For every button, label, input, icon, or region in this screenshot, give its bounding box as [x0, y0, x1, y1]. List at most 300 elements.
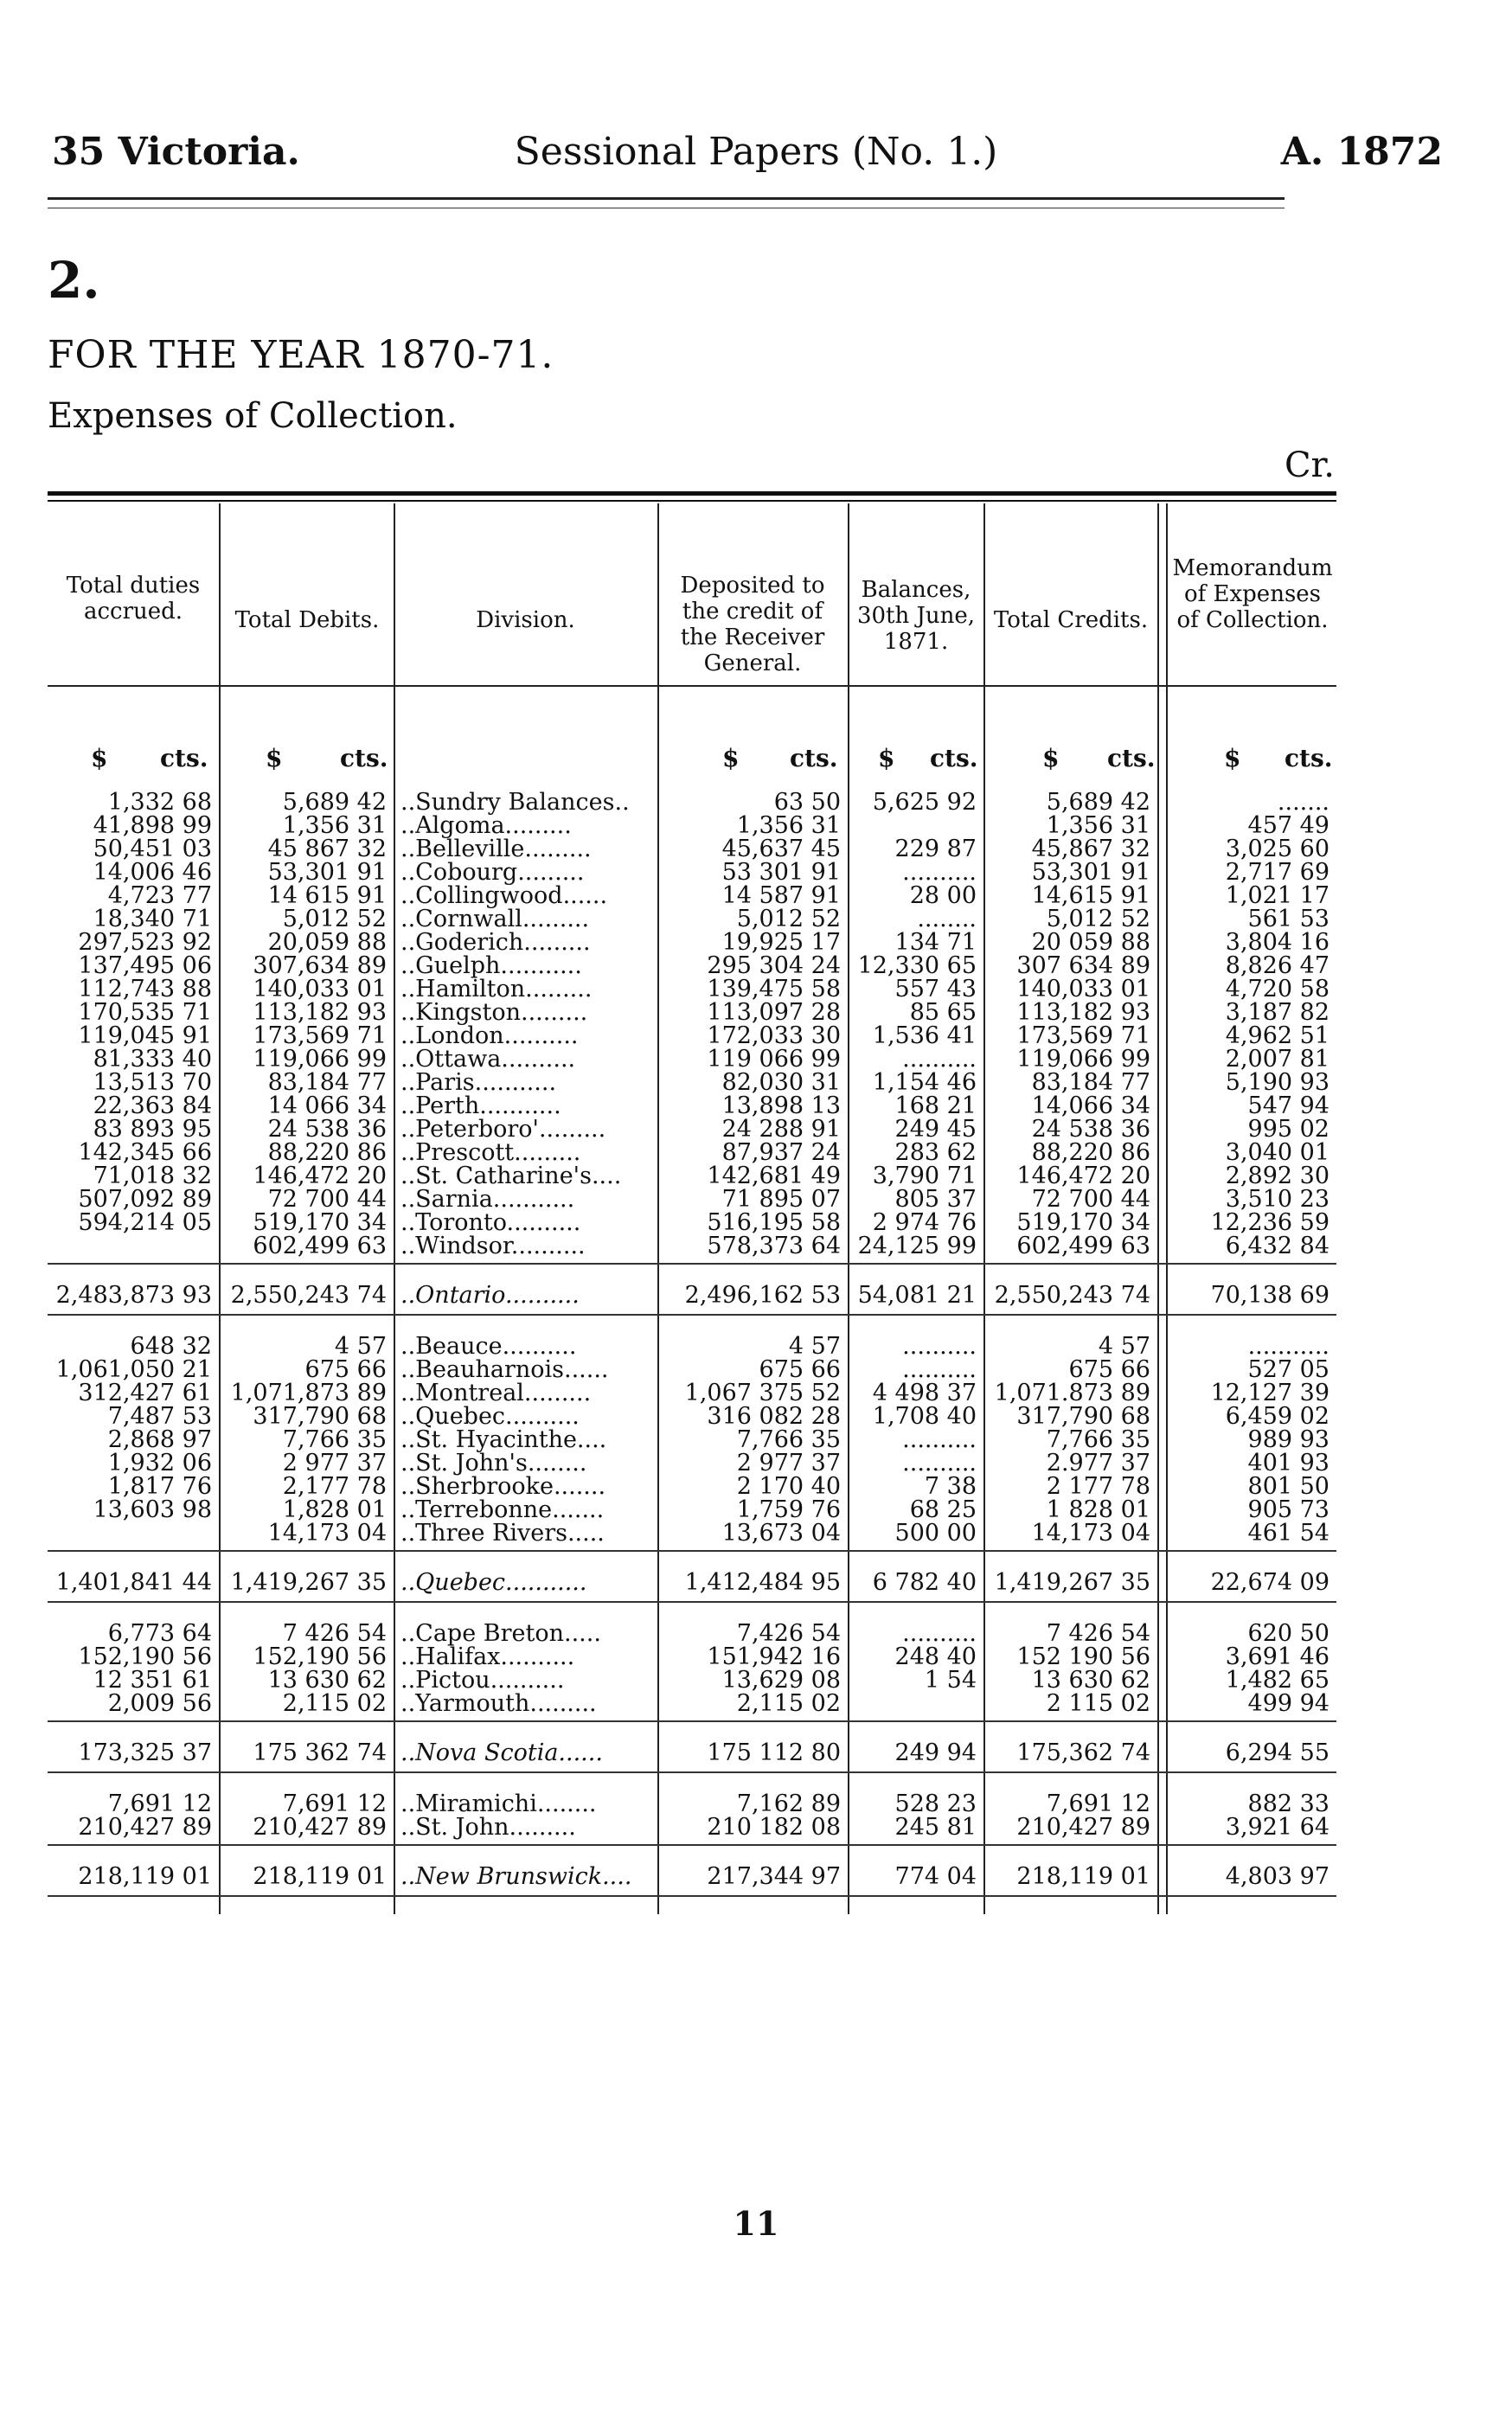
cell-deposited: 13,673 04 [721, 1520, 841, 1547]
cell-memo: 12,127 39 [1210, 1380, 1329, 1406]
group-end-rule [48, 1601, 1336, 1603]
cell-debits: 152,190 56 [253, 1643, 387, 1670]
cell-deposited: 53 301 91 [721, 859, 841, 886]
cell-credits: 83,184 77 [1031, 1069, 1150, 1096]
cell-balances: .......... [902, 1450, 977, 1477]
cell-memo: 1,482 65 [1225, 1667, 1329, 1694]
cell-balances: 245 81 [894, 1814, 977, 1841]
cell-division: ..Three Rivers..... [400, 1520, 605, 1547]
cell-deposited: 19,925 17 [721, 929, 841, 956]
cell-balances: 528 23 [894, 1790, 977, 1817]
header-right: A. 1872 [1280, 130, 1443, 174]
cell-memo: 882 33 [1247, 1790, 1329, 1817]
cell-credits: 119,066 99 [1016, 1046, 1150, 1073]
cell-division: ..Ottawa.......... [400, 1046, 576, 1073]
cell-debits: 175 362 74 [253, 1739, 387, 1766]
cell-memo: 547 94 [1247, 1092, 1329, 1119]
credit-label: Cr. [1284, 445, 1335, 485]
cell-debits: 14,173 04 [267, 1520, 387, 1547]
cell-division: ..London.......... [400, 1022, 579, 1049]
cell-deposited: 7,766 35 [736, 1426, 841, 1453]
cell-debits: 218,119 01 [253, 1863, 387, 1890]
cell-credits: 14,066 34 [1031, 1092, 1150, 1119]
cell-credits: 45,867 32 [1031, 836, 1150, 862]
cell-balances: .......... [902, 1426, 977, 1453]
cell-debits: 210,427 89 [253, 1814, 387, 1841]
cell-balances: 6 782 40 [872, 1569, 977, 1596]
cell-debits: 2,177 78 [282, 1473, 387, 1500]
cell-division: ..Windsor.......... [400, 1233, 586, 1259]
cell-memo: 401 93 [1247, 1450, 1329, 1477]
cell-division: ..Goderich......... [400, 929, 591, 956]
cell-balances: 557 43 [894, 976, 977, 1003]
cell-balances: 3,790 71 [872, 1163, 977, 1189]
cell-balances: 68 25 [909, 1496, 977, 1523]
cell-duties: 1,401,841 44 [55, 1569, 212, 1596]
cell-deposited: 14 587 91 [721, 882, 841, 909]
cell-duties: 648 32 [130, 1333, 212, 1360]
cell-credits: 7,766 35 [1046, 1426, 1150, 1453]
cell-credits: 175,362 74 [1016, 1739, 1150, 1766]
cell-debits: 2 977 37 [282, 1450, 387, 1477]
cell-balances: 1,708 40 [872, 1403, 977, 1430]
table-top-rule [48, 491, 1336, 496]
cell-duties: 2,009 56 [107, 1690, 212, 1717]
cell-memo: ........... [1247, 1333, 1329, 1360]
cell-debits: 4 57 [334, 1333, 387, 1360]
cell-memo: 2,892 30 [1225, 1163, 1329, 1189]
cell-division: ..Cornwall......... [400, 906, 590, 932]
cell-deposited: 2,496,162 53 [684, 1282, 841, 1309]
col-header-debits: Total Debits. [234, 607, 380, 633]
cell-deposited: 578,373 64 [707, 1233, 841, 1259]
unit-dollar: $ [1042, 744, 1060, 772]
cell-balances: 1,154 46 [872, 1069, 977, 1096]
cell-memo: 3,187 82 [1225, 999, 1329, 1026]
cell-balances: 1,536 41 [872, 1022, 977, 1049]
cell-duties: 170,535 71 [78, 999, 212, 1026]
cell-duties: 210,427 89 [78, 1814, 212, 1841]
cell-balances: 4 498 37 [872, 1380, 977, 1406]
cell-division: ..Sarnia........... [400, 1186, 575, 1213]
unit-dollar: $ [722, 744, 740, 772]
cell-credits: 113,182 93 [1016, 999, 1150, 1026]
cell-deposited: 1,356 31 [736, 812, 841, 839]
cell-duties: 119,045 91 [78, 1022, 212, 1049]
unit-dollar: $ [1224, 744, 1241, 772]
header-rule [48, 197, 1285, 200]
cell-debits: 20,059 88 [267, 929, 387, 956]
cell-division: ..Beauce.......... [400, 1333, 577, 1360]
unit-dollar: $ [266, 744, 283, 772]
page-number: 11 [733, 2204, 779, 2243]
cell-credits: 2,550,243 74 [994, 1282, 1150, 1309]
cell-deposited: 2,115 02 [736, 1690, 841, 1717]
cell-debits: 13 630 62 [267, 1667, 387, 1694]
cell-deposited: 139,475 58 [707, 976, 841, 1003]
cell-deposited: 516,195 58 [707, 1209, 841, 1236]
cell-division: ..St. Catharine's.... [400, 1163, 622, 1189]
cell-duties: 507,092 89 [78, 1186, 212, 1213]
cell-division: ..Halifax.......... [400, 1643, 575, 1670]
unit-cents: cts. [1285, 744, 1333, 772]
cell-deposited: 82,030 31 [721, 1069, 841, 1096]
cell-deposited: 1,067 375 52 [684, 1380, 841, 1406]
cell-deposited: 316 082 28 [707, 1403, 841, 1430]
cell-memo: 8,826 47 [1225, 952, 1329, 979]
cell-credits: 2.977 37 [1046, 1450, 1150, 1477]
table-row [48, 1233, 1336, 1260]
cell-balances: 168 21 [894, 1092, 977, 1119]
cell-balances: 229 87 [894, 836, 977, 862]
cell-debits: 5,012 52 [282, 906, 387, 932]
cell-division: ..Quebec.......... [400, 1403, 580, 1430]
cell-debits: 602,499 63 [253, 1233, 387, 1259]
cell-debits: 45 867 32 [267, 836, 387, 862]
cell-credits: 14,173 04 [1031, 1520, 1150, 1547]
cell-credits: 317,790 68 [1016, 1403, 1150, 1430]
cell-deposited: 1,412,484 95 [684, 1569, 841, 1596]
table-row [48, 1520, 1336, 1547]
cell-duties: 218,119 01 [78, 1863, 212, 1890]
unit-cents: cts. [340, 744, 388, 772]
cell-balances: 249 94 [894, 1739, 977, 1766]
cell-duties: 14,006 46 [93, 859, 212, 886]
cell-duties: 112,743 88 [78, 976, 212, 1003]
group-end-rule [48, 1771, 1336, 1773]
cell-balances: .......... [902, 1046, 977, 1073]
cell-deposited: 63 50 [773, 789, 841, 816]
cell-deposited: 295 304 24 [707, 952, 841, 979]
cell-debits: 675 66 [304, 1356, 387, 1383]
cell-deposited: 151,942 16 [707, 1643, 841, 1670]
cell-duties: 4,723 77 [107, 882, 212, 909]
province-total-row [48, 1739, 1336, 1767]
cell-debits: 88,220 86 [267, 1139, 387, 1166]
cell-division: ..Montreal......... [400, 1380, 592, 1406]
cell-debits: 24 538 36 [267, 1116, 387, 1143]
cell-division: ..Hamilton......... [400, 976, 593, 1003]
cell-memo: 3,804 16 [1225, 929, 1329, 956]
cell-duties: 2,868 97 [107, 1426, 212, 1453]
cell-debits: 2,115 02 [282, 1690, 387, 1717]
header-bottom-rule [48, 685, 1336, 687]
page-title: FOR THE YEAR 1870-71. [48, 333, 554, 377]
cell-division: ..Sundry Balances.. [400, 789, 630, 816]
cell-credits: 307 634 89 [1016, 952, 1150, 979]
cell-deposited: 7,426 54 [736, 1620, 841, 1647]
cell-balances: 85 65 [909, 999, 977, 1026]
cell-balances: 2 974 76 [872, 1209, 977, 1236]
cell-credits: 1 828 01 [1046, 1496, 1150, 1523]
cell-memo: 4,720 58 [1225, 976, 1329, 1003]
cell-credits: 7 426 54 [1046, 1620, 1150, 1647]
table-top-rule-thin [48, 500, 1336, 502]
cell-memo: 527 05 [1247, 1356, 1329, 1383]
cell-debits: 519,170 34 [253, 1209, 387, 1236]
cell-duties: 81,333 40 [93, 1046, 212, 1073]
cell-memo: 1,021 17 [1225, 882, 1329, 909]
cell-credits: 5,012 52 [1046, 906, 1150, 932]
table-row [48, 1814, 1336, 1842]
unit-dollar: $ [91, 744, 108, 772]
cell-balances: 248 40 [894, 1643, 977, 1670]
cell-duties: 1,817 76 [107, 1473, 212, 1500]
cell-credits: 4 57 [1098, 1333, 1150, 1360]
cell-balances: ........ [917, 906, 977, 932]
cell-division: ..Toronto.......... [400, 1209, 581, 1236]
cell-division: ..Prescott......... [400, 1139, 581, 1166]
subtotal-rule [48, 1720, 1336, 1722]
cell-memo: 499 94 [1247, 1690, 1329, 1717]
cell-deposited: 2 170 40 [736, 1473, 841, 1500]
col-header-memo: Memorandum of Expenses of Collection. [1172, 555, 1333, 633]
cell-duties: 2,483,873 93 [55, 1282, 212, 1309]
header-left: 35 Victoria. [52, 130, 300, 174]
cell-credits: 602,499 63 [1016, 1233, 1150, 1259]
cell-debits: 1,828 01 [282, 1496, 387, 1523]
cell-memo: 6,294 55 [1225, 1739, 1329, 1766]
cell-deposited: 113,097 28 [707, 999, 841, 1026]
cell-division: ..Nova Scotia...... [400, 1739, 603, 1766]
cell-debits: 14 615 91 [267, 882, 387, 909]
cell-deposited: 7,162 89 [736, 1790, 841, 1817]
cell-duties: 152,190 56 [78, 1643, 212, 1670]
cell-credits: 24 538 36 [1031, 1116, 1150, 1143]
cell-division: ..Sherbrooke....... [400, 1473, 606, 1500]
cell-memo: 3,040 01 [1225, 1139, 1329, 1166]
cell-deposited: 13,629 08 [721, 1667, 841, 1694]
subtotal-rule [48, 1844, 1336, 1846]
cell-debits: 1,071,873 89 [230, 1380, 387, 1406]
cell-division: ..New Brunswick.... [400, 1863, 632, 1890]
cell-credits: 146,472 20 [1016, 1163, 1150, 1189]
cell-memo: 3,921 64 [1225, 1814, 1329, 1841]
cell-duties: 50,451 03 [93, 836, 212, 862]
cell-duties: 312,427 61 [78, 1380, 212, 1406]
cell-balances: 805 37 [894, 1186, 977, 1213]
cell-duties: 1,061,050 21 [55, 1356, 212, 1383]
cell-credits: 14,615 91 [1031, 882, 1150, 909]
cell-duties: 7,487 53 [107, 1403, 212, 1430]
cell-deposited: 142,681 49 [707, 1163, 841, 1189]
cell-deposited: 1,759 76 [736, 1496, 841, 1523]
cell-memo: 3,510 23 [1225, 1186, 1329, 1213]
cell-credits: 72 700 44 [1031, 1186, 1150, 1213]
cell-balances: 774 04 [894, 1863, 977, 1890]
unit-cents: cts. [160, 744, 208, 772]
cell-memo: 4,962 51 [1225, 1022, 1329, 1049]
cell-balances: 283 62 [894, 1139, 977, 1166]
cell-memo: 620 50 [1247, 1620, 1329, 1647]
cell-memo: 6,459 02 [1225, 1403, 1329, 1430]
cell-credits: 173,569 71 [1016, 1022, 1150, 1049]
cell-debits: 7 426 54 [282, 1620, 387, 1647]
cell-deposited: 2 977 37 [736, 1450, 841, 1477]
cell-credits: 1,419,267 35 [994, 1569, 1150, 1596]
cell-balances: 54,081 21 [857, 1282, 977, 1309]
cell-memo: 4,803 97 [1225, 1863, 1329, 1890]
cell-credits: 53,301 91 [1031, 859, 1150, 886]
cell-memo: 461 54 [1247, 1520, 1329, 1547]
cell-duties: 1,932 06 [107, 1450, 212, 1477]
cell-division: ..Miramichi........ [400, 1790, 597, 1817]
cell-division: ..Pictou.......... [400, 1667, 565, 1694]
cell-debits: 140,033 01 [253, 976, 387, 1003]
cell-balances: 134 71 [894, 929, 977, 956]
cell-division: ..Collingwood...... [400, 882, 608, 909]
cell-deposited: 45,637 45 [721, 836, 841, 862]
cell-balances: .......... [902, 1356, 977, 1383]
cell-debits: 146,472 20 [253, 1163, 387, 1189]
cell-division: ..Beauharnois...... [400, 1356, 609, 1383]
cell-memo: 2,717 69 [1225, 859, 1329, 886]
cell-memo: 989 93 [1247, 1426, 1329, 1453]
cell-balances: 7 38 [924, 1473, 977, 1500]
cell-deposited: 24 288 91 [721, 1116, 841, 1143]
cell-duties: 12 351 61 [93, 1667, 212, 1694]
cell-division: ..Ontario.......... [400, 1282, 580, 1309]
cell-credits: 2 177 78 [1046, 1473, 1150, 1500]
cell-duties: 6,773 64 [107, 1620, 212, 1647]
cell-memo: 801 50 [1247, 1473, 1329, 1500]
cell-debits: 7,691 12 [282, 1790, 387, 1817]
cell-division: ..Perth........... [400, 1092, 561, 1119]
cell-duties: 297,523 92 [78, 929, 212, 956]
cell-credits: 675 66 [1068, 1356, 1150, 1383]
cell-duties: 83 893 95 [93, 1116, 212, 1143]
cell-memo: 6,432 84 [1225, 1233, 1329, 1259]
cell-division: ..St. Hyacinthe.... [400, 1426, 607, 1453]
cell-division: ..Kingston......... [400, 999, 588, 1026]
cell-credits: 2 115 02 [1046, 1690, 1150, 1717]
cell-memo: 905 73 [1247, 1496, 1329, 1523]
cell-credits: 7,691 12 [1046, 1790, 1150, 1817]
cell-credits: 13 630 62 [1031, 1667, 1150, 1694]
cell-duties: 142,345 66 [78, 1139, 212, 1166]
cell-debits: 307,634 89 [253, 952, 387, 979]
cell-division: ..Algoma......... [400, 812, 572, 839]
cell-balances: .......... [902, 1620, 977, 1647]
cell-division: ..Peterboro'......... [400, 1116, 606, 1143]
cell-debits: 72 700 44 [267, 1186, 387, 1213]
cell-deposited: 172,033 30 [707, 1022, 841, 1049]
cell-credits: 519,170 34 [1016, 1209, 1150, 1236]
cell-duties: 22,363 84 [93, 1092, 212, 1119]
cell-division: ..Belleville......... [400, 836, 592, 862]
cell-credits: 20 059 88 [1031, 929, 1150, 956]
col-header-duties: Total duties accrued. [66, 573, 201, 625]
group-end-rule [48, 1895, 1336, 1897]
province-total-row [48, 1863, 1336, 1891]
cell-debits: 5,689 42 [282, 789, 387, 816]
page-subtitle: Expenses of Collection. [48, 396, 458, 436]
unit-cents: cts. [1107, 744, 1156, 772]
cell-duties: 1,332 68 [107, 789, 212, 816]
cell-deposited: 210 182 08 [707, 1814, 841, 1841]
col-header-balances: Balances, 30th June, 1871. [856, 577, 976, 655]
cell-duties: 173,325 37 [78, 1739, 212, 1766]
cell-debits: 1,356 31 [282, 812, 387, 839]
cell-division: ..Quebec........... [400, 1569, 587, 1596]
cell-balances: 28 00 [909, 882, 977, 909]
cell-debits: 173,569 71 [253, 1022, 387, 1049]
cell-memo: 995 02 [1247, 1116, 1329, 1143]
cell-debits: 2,550,243 74 [230, 1282, 387, 1309]
province-total-row [48, 1569, 1336, 1597]
cell-balances: 249 45 [894, 1116, 977, 1143]
cell-debits: 83,184 77 [267, 1069, 387, 1096]
unit-dollar: $ [878, 744, 895, 772]
cell-credits: 210,427 89 [1016, 1814, 1150, 1841]
cell-credits: 5,689 42 [1046, 789, 1150, 816]
cell-memo: 22,674 09 [1210, 1569, 1329, 1596]
cell-deposited: 5,012 52 [736, 906, 841, 932]
cell-duties: 13,513 70 [93, 1069, 212, 1096]
cell-deposited: 119 066 99 [707, 1046, 841, 1073]
cell-debits: 119,066 99 [253, 1046, 387, 1073]
cell-deposited: 217,344 97 [707, 1863, 841, 1890]
cell-memo: 457 49 [1247, 812, 1329, 839]
table-row [48, 1690, 1336, 1718]
cell-deposited: 675 66 [759, 1356, 841, 1383]
cell-debits: 14 066 34 [267, 1092, 387, 1119]
cell-credits: 1,356 31 [1046, 812, 1150, 839]
collection-table [48, 503, 1336, 2415]
cell-debits: 1,419,267 35 [230, 1569, 387, 1596]
cell-deposited: 4 57 [788, 1333, 841, 1360]
cell-memo: 70,138 69 [1210, 1282, 1329, 1309]
col-header-credits: Total Credits. [993, 607, 1149, 633]
cell-balances: .......... [902, 1333, 977, 1360]
cell-credits: 218,119 01 [1016, 1863, 1150, 1890]
cell-credits: 152 190 56 [1016, 1643, 1150, 1670]
section-number: 2. [48, 251, 100, 310]
col-header-deposited: Deposited to the credit of the Receiver General. [680, 573, 825, 676]
unit-cents: cts. [790, 744, 838, 772]
cell-debits: 53,301 91 [267, 859, 387, 886]
cell-balances: 24,125 99 [857, 1233, 977, 1259]
subtotal-rule [48, 1550, 1336, 1552]
cell-balances: 5,625 92 [872, 789, 977, 816]
cell-duties: 18,340 71 [93, 906, 212, 932]
cell-debits: 113,182 93 [253, 999, 387, 1026]
cell-deposited: 175 112 80 [707, 1739, 841, 1766]
cell-division: ..Terrebonne....... [400, 1496, 605, 1523]
cell-deposited: 87,937 24 [721, 1139, 841, 1166]
cell-memo: 3,691 46 [1225, 1643, 1329, 1670]
cell-division: ..Paris........... [400, 1069, 557, 1096]
cell-division: ..Guelph........... [400, 952, 582, 979]
cell-duties: 13,603 98 [93, 1496, 212, 1523]
cell-memo: ....... [1277, 789, 1329, 816]
cell-duties: 41,898 99 [93, 812, 212, 839]
cell-debits: 317,790 68 [253, 1403, 387, 1430]
cell-deposited: 71 895 07 [721, 1186, 841, 1213]
cell-division: ..Cobourg......... [400, 859, 585, 886]
province-total-row [48, 1282, 1336, 1310]
cell-credits: 140,033 01 [1016, 976, 1150, 1003]
cell-credits: 1,071.873 89 [994, 1380, 1150, 1406]
cell-debits: 7,766 35 [282, 1426, 387, 1453]
cell-balances: 12,330 65 [857, 952, 977, 979]
cell-memo: 2,007 81 [1225, 1046, 1329, 1073]
cell-duties: 594,214 05 [78, 1209, 212, 1236]
cell-memo: 12,236 59 [1210, 1209, 1329, 1236]
cell-balances: 1 54 [924, 1667, 977, 1694]
cell-duties: 137,495 06 [78, 952, 212, 979]
cell-division: ..St. John......... [400, 1814, 576, 1841]
